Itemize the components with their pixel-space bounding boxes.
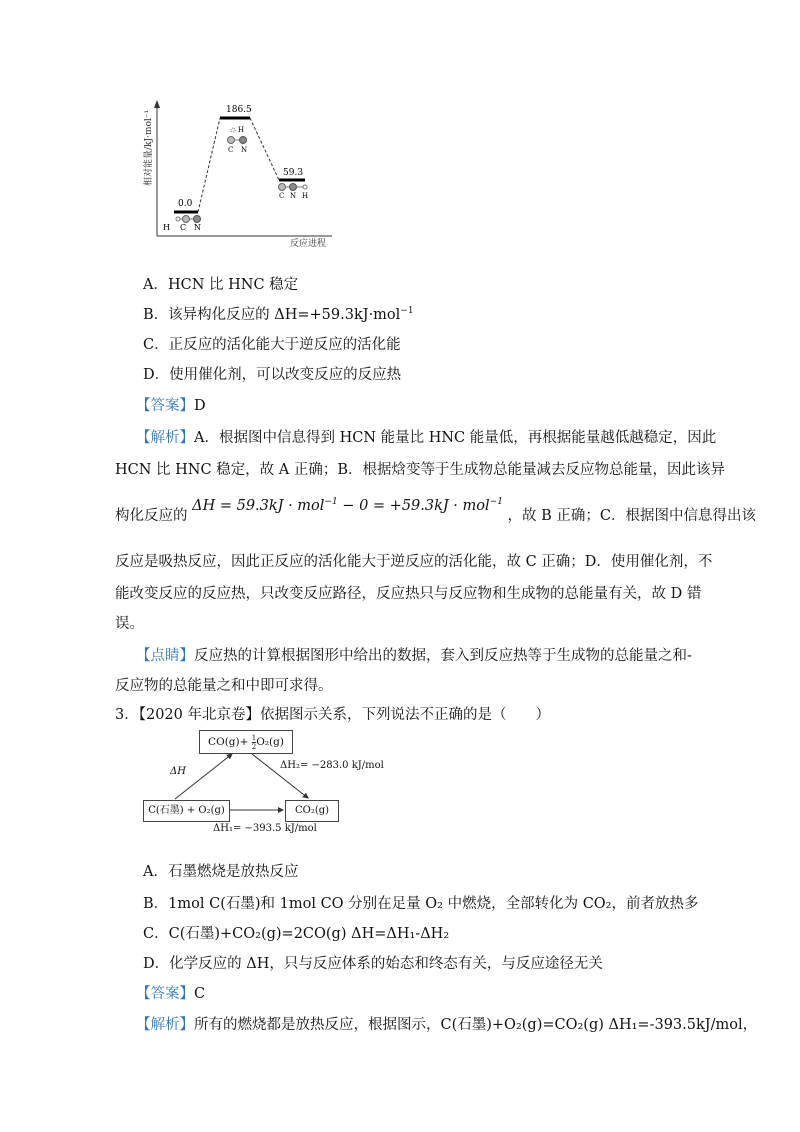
q3-option-b: B．1mol C(石墨)和 1mol CO 分别在足量 O₂ 中燃烧，全部转化为 CO₂，前者放热多 (143, 896, 699, 912)
q2-option-d: D．使用催化剂，可以改变反应的反应热 (143, 367, 402, 383)
label-dh1: ΔH₁= −393.5 kJ/mol (213, 823, 317, 834)
answer-value: D (194, 398, 206, 414)
level-ts-value: 186.5 (226, 105, 252, 115)
x-axis-label: 反应进程 (290, 239, 327, 248)
right-atom-h: H (302, 192, 309, 200)
connector-1 (198, 118, 220, 212)
q3-option-a: A．石墨燃烧是放热反应 (143, 864, 299, 880)
left-box: C(石墨) + O₂(g) (143, 800, 230, 822)
q2-analysis-line-3 (115, 497, 757, 526)
y-axis-arrow (154, 100, 160, 108)
q2-analysis-line-6: 误。 (115, 616, 144, 632)
q2-comment-line-1 (136, 646, 692, 666)
q2-option-b-sup: −1 (400, 306, 414, 317)
molecule-hcn-icon (176, 216, 201, 223)
analysis-text-3-post: ，故 B 正确；C．根据图中信息得出该 (507, 508, 757, 524)
formula-sup-b: −1 (489, 497, 503, 508)
y-axis-label: 相对能量/kJ·mol⁻¹ (144, 109, 154, 186)
q3-answer-value: C (194, 986, 206, 1002)
q2-option-b-text: B．该异构化反应的 ΔH=+59.3kJ·mol (143, 307, 401, 323)
analysis-text-1: A．根据图中信息得到 HCN 能量比 HNC 能量低，再根据能量越低越稳定，因此 (194, 430, 717, 446)
q3-option-d: D．化学反应的 ΔH，只与反应体系的始态和终态有关，与反应途径无关 (143, 956, 603, 972)
right-atom-n: N (290, 192, 297, 200)
formula-part-b: − 0 = +59.3kJ · mol (337, 498, 490, 514)
q2-analysis-line-2: HCN 比 HNC 稳定，故 A 正确；B．根据焓变等于生成物总能量减去反应物总能量，因此该异 (115, 462, 726, 478)
q2-option-c: C．正反应的活化能大于逆反应的活化能 (143, 337, 401, 353)
analysis-text-3-pre: 构化反应的 (115, 508, 188, 524)
q2-answer (136, 396, 206, 416)
q2-analysis-line-5: 能改变反应的反应热，只改变反应路径，反应热只与反应物和生成物的总能量有关，故 D 错 (115, 586, 702, 602)
q3-answer-tag: 【答案】 (136, 986, 194, 1002)
atom-label-n: N (194, 223, 201, 232)
energy-profile-diagram (140, 98, 340, 248)
connector-2 (250, 118, 279, 180)
comment-tag: 【点睛】 (136, 648, 194, 664)
q3-option-c: C．C(石墨)+CO₂(g)=2CO(g) ΔH=ΔH₁-ΔH₂ (143, 926, 450, 942)
q3-stem: 3．【2020 年北京卷】依据图示关系，下列说法不正确的是（ ） (115, 707, 550, 723)
label-dh2: ΔH₂= −283.0 kJ/mol (280, 760, 384, 771)
q3-analysis-tag: 【解析】 (136, 1017, 194, 1033)
ts-atom-h: H (238, 126, 245, 134)
q2-option-a: A．HCN 比 HNC 稳定 (143, 277, 299, 293)
atom-label-c: C (180, 223, 187, 232)
label-dh: ΔH (170, 766, 186, 777)
q3-answer (136, 984, 205, 1004)
q3-analysis-line-1 (136, 1015, 757, 1035)
analysis-tag: 【解析】 (136, 430, 194, 446)
comment-text-1: 反应热的计算根据图形中给出的数据，套入到反应热等于生成物的总能量之和- (194, 648, 692, 664)
hess-cycle-diagram (140, 728, 400, 840)
right-atom-c: C (279, 192, 285, 200)
formula-part-a: ΔH = 59.3kJ · mol (192, 498, 325, 514)
enthalpy-formula (192, 498, 503, 514)
q2-analysis-line-1 (136, 428, 716, 448)
q2-option-b (143, 305, 414, 325)
half-fraction-den: 2 (251, 742, 257, 751)
q3-analysis-text-1: 所有的燃烧都是放热反应，根据图示，C(石墨)+O₂(g)=CO₂(g) ΔH₁=-393.5kJ/mol， (194, 1017, 758, 1033)
ts-atom-c: C (228, 146, 234, 154)
formula-sup-a: −1 (324, 497, 338, 508)
half-fraction-num: 1 (251, 733, 257, 742)
atom-label-h: H (163, 223, 170, 232)
q2-analysis-line-4: 反应是吸热反应，因此正反应的活化能大于逆反应的活化能，故 C 正确；D．使用催化剂，不 (115, 554, 713, 570)
level-hnc-value: 59.3 (283, 168, 304, 178)
molecule-hnc-icon (279, 184, 308, 191)
q2-comment-line-2: 反应物的总能量之和中即可求得。 (115, 678, 333, 694)
level-hcn-value: 0.0 (178, 199, 193, 209)
answer-tag: 【答案】 (136, 398, 194, 414)
top-box-text-post: O₂(g) (256, 736, 284, 748)
ts-atom-n: N (241, 146, 248, 154)
right-box: CO₂(g) (285, 800, 339, 822)
top-box-text-pre: CO(g)+ (208, 736, 252, 748)
